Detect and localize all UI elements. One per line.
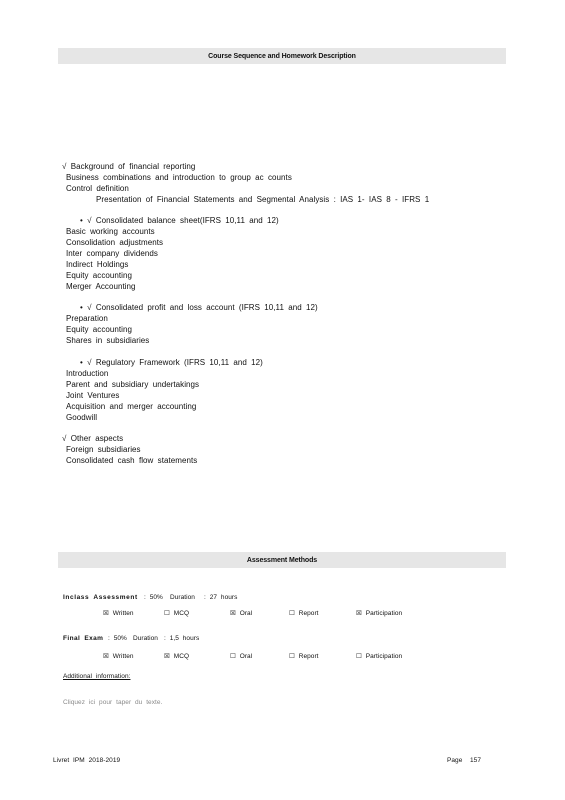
section-line: Consolidation adjustments — [66, 238, 164, 247]
section-line: Business combinations and introduction to group ac counts — [66, 173, 292, 182]
additional-information-label: Additional information: — [63, 673, 131, 680]
section-line-indented: Presentation of Financial Statements and Segmental Analysis : IAS 1- IAS 8 - IFRS 1 — [96, 195, 430, 204]
inclass-duration: : 27 hours — [204, 594, 238, 601]
section-line: Consolidated cash flow statements — [66, 456, 198, 465]
final-option-participation[interactable]: ☐ Participation — [356, 653, 403, 660]
section-line: Merger Accounting — [66, 282, 136, 291]
section-line: Control definition — [66, 184, 129, 193]
section-line: Shares in subsidiaries — [66, 336, 150, 345]
inclass-percent: : 50% — [144, 594, 163, 601]
section-line: Parent and subsidiary undertakings — [66, 380, 200, 389]
section-line: Equity accounting — [66, 271, 133, 280]
footer-booklet-title: Livret IPM 2018-2019 — [53, 757, 121, 764]
final-duration: : 1,5 hours — [164, 635, 200, 642]
section-line: Indirect Holdings — [66, 260, 129, 269]
inclass-option-mcq[interactable]: ☐ MCQ — [164, 610, 190, 617]
section-line: Goodwill — [66, 413, 98, 422]
section-regulatory-title: • √ Regulatory Framework (IFRS 10,11 and 12) — [80, 358, 263, 367]
footer-page-number: 157 — [470, 757, 481, 764]
final-percent: : 50% — [108, 635, 127, 642]
section-line: Introduction — [66, 369, 109, 378]
section-line: Inter company dividends — [66, 249, 158, 258]
additional-information-field[interactable]: Cliquez ici pour taper du texte. — [63, 699, 163, 706]
section-line: Basic working accounts — [66, 227, 155, 236]
inclass-assessment-label: Inclass Assessment — [63, 594, 138, 601]
final-exam-label: Final Exam — [63, 635, 104, 642]
final-option-mcq[interactable]: ☒ MCQ — [164, 653, 190, 660]
section-background-title: √ Background of financial reporting — [62, 162, 196, 171]
section-other-aspects-title: √ Other aspects — [62, 434, 124, 443]
inclass-option-report[interactable]: ☐ Report — [289, 610, 319, 617]
section-line: Acquisition and merger accounting — [66, 402, 197, 411]
inclass-duration-label: Duration — [170, 594, 195, 601]
inclass-option-written[interactable]: ☒ Written — [103, 610, 134, 617]
inclass-option-participation[interactable]: ☒ Participation — [356, 610, 403, 617]
section-line: Joint Ventures — [66, 391, 120, 400]
section-line: Foreign subsidiaries — [66, 445, 141, 454]
inclass-option-oral[interactable]: ☒ Oral — [230, 610, 253, 617]
footer-page-label: Page — [447, 757, 463, 764]
section-line: Equity accounting — [66, 325, 133, 334]
course-sequence-header: Course Sequence and Homework Description — [58, 48, 506, 64]
final-duration-label: Duration — [133, 635, 158, 642]
section-profit-loss-title: • √ Consolidated profit and loss account (IFRS 10,11 and 12) — [80, 303, 318, 312]
assessment-methods-header: Assessment Methods — [58, 552, 506, 568]
section-balance-sheet-title: • √ Consolidated balance sheet(IFRS 10,11 and 12) — [80, 216, 279, 225]
final-option-written[interactable]: ☒ Written — [103, 653, 134, 660]
final-option-oral[interactable]: ☐ Oral — [230, 653, 253, 660]
final-option-report[interactable]: ☐ Report — [289, 653, 319, 660]
section-line: Preparation — [66, 314, 108, 323]
